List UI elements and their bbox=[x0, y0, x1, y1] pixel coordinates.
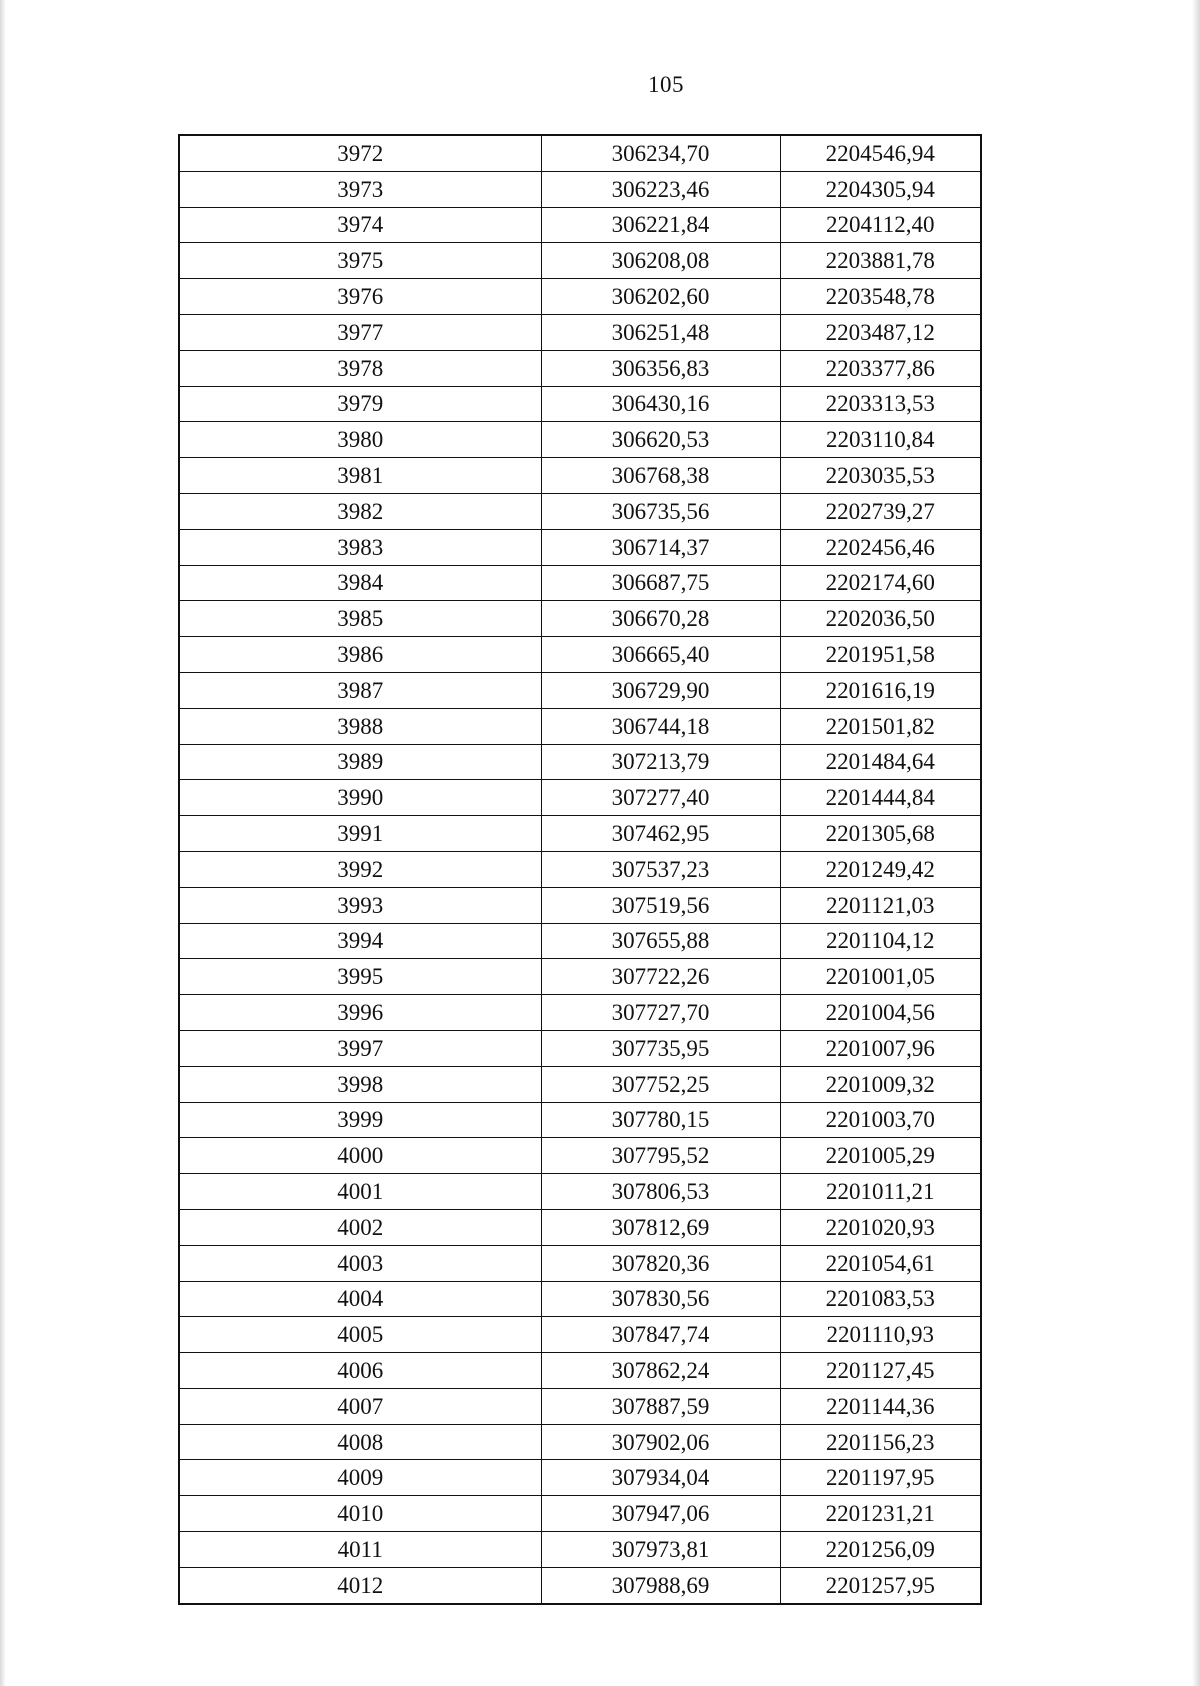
table-row bbox=[179, 1353, 981, 1389]
y-coordinate-cell: 2202456,46 bbox=[780, 529, 981, 565]
point-number-cell: 3992 bbox=[179, 851, 541, 887]
y-coordinate-cell: 2203313,53 bbox=[780, 386, 981, 422]
point-number-cell: 4000 bbox=[179, 1138, 541, 1174]
x-coordinate-cell: 307752,25 bbox=[541, 1066, 780, 1102]
x-coordinate-cell: 307812,69 bbox=[541, 1209, 780, 1245]
y-coordinate-cell: 2202174,60 bbox=[780, 565, 981, 601]
point-number-cell: 3997 bbox=[179, 1030, 541, 1066]
table-row bbox=[179, 708, 981, 744]
x-coordinate-cell: 306208,08 bbox=[541, 243, 780, 279]
table-row bbox=[179, 565, 981, 601]
point-number-cell: 3988 bbox=[179, 708, 541, 744]
x-coordinate-cell: 307722,26 bbox=[541, 959, 780, 995]
table-row bbox=[179, 780, 981, 816]
table-row bbox=[179, 207, 981, 243]
y-coordinate-cell: 2201020,93 bbox=[780, 1209, 981, 1245]
table-row bbox=[179, 279, 981, 315]
point-number-cell: 3995 bbox=[179, 959, 541, 995]
table-row bbox=[179, 816, 981, 852]
table-row bbox=[179, 422, 981, 458]
table-row bbox=[179, 637, 981, 673]
y-coordinate-cell: 2204546,94 bbox=[780, 135, 981, 171]
x-coordinate-cell: 307934,04 bbox=[541, 1460, 780, 1496]
y-coordinate-cell: 2203110,84 bbox=[780, 422, 981, 458]
table-row bbox=[179, 1567, 981, 1603]
point-number-cell: 3981 bbox=[179, 458, 541, 494]
x-coordinate-cell: 306687,75 bbox=[541, 565, 780, 601]
point-number-cell: 4009 bbox=[179, 1460, 541, 1496]
table-row bbox=[179, 1317, 981, 1353]
y-coordinate-cell: 2202739,27 bbox=[780, 493, 981, 529]
x-coordinate-cell: 306202,60 bbox=[541, 279, 780, 315]
table-row bbox=[179, 243, 981, 279]
table-row bbox=[179, 744, 981, 780]
x-coordinate-cell: 307806,53 bbox=[541, 1174, 780, 1210]
table-row bbox=[179, 1138, 981, 1174]
y-coordinate-cell: 2201197,95 bbox=[780, 1460, 981, 1496]
point-number-cell: 3978 bbox=[179, 350, 541, 386]
point-number-cell: 3998 bbox=[179, 1066, 541, 1102]
y-coordinate-cell: 2203035,53 bbox=[780, 458, 981, 494]
y-coordinate-cell: 2201009,32 bbox=[780, 1066, 981, 1102]
y-coordinate-cell: 2201616,19 bbox=[780, 672, 981, 708]
coordinates-table bbox=[178, 134, 982, 1605]
y-coordinate-cell: 2201005,29 bbox=[780, 1138, 981, 1174]
y-coordinate-cell: 2201951,58 bbox=[780, 637, 981, 673]
x-coordinate-cell: 306735,56 bbox=[541, 493, 780, 529]
y-coordinate-cell: 2201144,36 bbox=[780, 1388, 981, 1424]
y-coordinate-cell: 2201007,96 bbox=[780, 1030, 981, 1066]
table-row bbox=[179, 1532, 981, 1568]
table-row bbox=[179, 601, 981, 637]
x-coordinate-cell: 307780,15 bbox=[541, 1102, 780, 1138]
point-number-cell: 4011 bbox=[179, 1532, 541, 1568]
point-number-cell: 4006 bbox=[179, 1353, 541, 1389]
y-coordinate-cell: 2202036,50 bbox=[780, 601, 981, 637]
x-coordinate-cell: 306670,28 bbox=[541, 601, 780, 637]
y-coordinate-cell: 2201003,70 bbox=[780, 1102, 981, 1138]
y-coordinate-cell: 2201011,21 bbox=[780, 1174, 981, 1210]
x-coordinate-cell: 306714,37 bbox=[541, 529, 780, 565]
table-row bbox=[179, 1209, 981, 1245]
y-coordinate-cell: 2201001,05 bbox=[780, 959, 981, 995]
scan-edge-right bbox=[1192, 0, 1200, 1686]
x-coordinate-cell: 307655,88 bbox=[541, 923, 780, 959]
point-number-cell: 3974 bbox=[179, 207, 541, 243]
point-number-cell: 4012 bbox=[179, 1567, 541, 1603]
table-row bbox=[179, 1388, 981, 1424]
x-coordinate-cell: 307862,24 bbox=[541, 1353, 780, 1389]
point-number-cell: 4004 bbox=[179, 1281, 541, 1317]
point-number-cell: 4008 bbox=[179, 1424, 541, 1460]
x-coordinate-cell: 306665,40 bbox=[541, 637, 780, 673]
x-coordinate-cell: 306356,83 bbox=[541, 350, 780, 386]
y-coordinate-cell: 2203881,78 bbox=[780, 243, 981, 279]
point-number-cell: 3982 bbox=[179, 493, 541, 529]
point-number-cell: 3985 bbox=[179, 601, 541, 637]
table-row bbox=[179, 1030, 981, 1066]
y-coordinate-cell: 2203377,86 bbox=[780, 350, 981, 386]
table-row bbox=[179, 135, 981, 171]
table-row bbox=[179, 386, 981, 422]
table-row bbox=[179, 1066, 981, 1102]
x-coordinate-cell: 306430,16 bbox=[541, 386, 780, 422]
table-row bbox=[179, 1174, 981, 1210]
y-coordinate-cell: 2201444,84 bbox=[780, 780, 981, 816]
table-row bbox=[179, 1245, 981, 1281]
x-coordinate-cell: 306620,53 bbox=[541, 422, 780, 458]
point-number-cell: 4005 bbox=[179, 1317, 541, 1353]
x-coordinate-cell: 307820,36 bbox=[541, 1245, 780, 1281]
y-coordinate-cell: 2201110,93 bbox=[780, 1317, 981, 1353]
y-coordinate-cell: 2201127,45 bbox=[780, 1353, 981, 1389]
point-number-cell: 4007 bbox=[179, 1388, 541, 1424]
point-number-cell: 3979 bbox=[179, 386, 541, 422]
x-coordinate-cell: 307795,52 bbox=[541, 1138, 780, 1174]
table-row bbox=[179, 1102, 981, 1138]
coordinates-table-body bbox=[179, 135, 981, 1604]
x-coordinate-cell: 307902,06 bbox=[541, 1424, 780, 1460]
x-coordinate-cell: 306234,70 bbox=[541, 135, 780, 171]
x-coordinate-cell: 307213,79 bbox=[541, 744, 780, 780]
y-coordinate-cell: 2201484,64 bbox=[780, 744, 981, 780]
table-row bbox=[179, 1424, 981, 1460]
page-number: 105 bbox=[648, 72, 684, 97]
y-coordinate-cell: 2203548,78 bbox=[780, 279, 981, 315]
y-coordinate-cell: 2201004,56 bbox=[780, 995, 981, 1031]
x-coordinate-cell: 307830,56 bbox=[541, 1281, 780, 1317]
point-number-cell: 3983 bbox=[179, 529, 541, 565]
table-row bbox=[179, 887, 981, 923]
table-row bbox=[179, 923, 981, 959]
table-row bbox=[179, 458, 981, 494]
x-coordinate-cell: 306221,84 bbox=[541, 207, 780, 243]
table-row bbox=[179, 672, 981, 708]
x-coordinate-cell: 307847,74 bbox=[541, 1317, 780, 1353]
point-number-cell: 3996 bbox=[179, 995, 541, 1031]
table-row bbox=[179, 995, 981, 1031]
y-coordinate-cell: 2203487,12 bbox=[780, 314, 981, 350]
x-coordinate-cell: 307973,81 bbox=[541, 1532, 780, 1568]
table-row bbox=[179, 529, 981, 565]
y-coordinate-cell: 2201121,03 bbox=[780, 887, 981, 923]
x-coordinate-cell: 306223,46 bbox=[541, 171, 780, 207]
x-coordinate-cell: 307735,95 bbox=[541, 1030, 780, 1066]
x-coordinate-cell: 307727,70 bbox=[541, 995, 780, 1031]
point-number-cell: 3975 bbox=[179, 243, 541, 279]
point-number-cell: 3987 bbox=[179, 672, 541, 708]
point-number-cell: 3999 bbox=[179, 1102, 541, 1138]
x-coordinate-cell: 307537,23 bbox=[541, 851, 780, 887]
scan-edge-left bbox=[0, 0, 6, 1686]
table-row bbox=[179, 171, 981, 207]
table-row bbox=[179, 493, 981, 529]
y-coordinate-cell: 2201054,61 bbox=[780, 1245, 981, 1281]
x-coordinate-cell: 307277,40 bbox=[541, 780, 780, 816]
y-coordinate-cell: 2201257,95 bbox=[780, 1567, 981, 1603]
x-coordinate-cell: 307887,59 bbox=[541, 1388, 780, 1424]
x-coordinate-cell: 306744,18 bbox=[541, 708, 780, 744]
point-number-cell: 3993 bbox=[179, 887, 541, 923]
y-coordinate-cell: 2201231,21 bbox=[780, 1496, 981, 1532]
x-coordinate-cell: 306768,38 bbox=[541, 458, 780, 494]
y-coordinate-cell: 2204305,94 bbox=[780, 171, 981, 207]
x-coordinate-cell: 307462,95 bbox=[541, 816, 780, 852]
point-number-cell: 3990 bbox=[179, 780, 541, 816]
x-coordinate-cell: 306729,90 bbox=[541, 672, 780, 708]
table-row bbox=[179, 350, 981, 386]
y-coordinate-cell: 2201256,09 bbox=[780, 1532, 981, 1568]
point-number-cell: 3991 bbox=[179, 816, 541, 852]
point-number-cell: 4001 bbox=[179, 1174, 541, 1210]
x-coordinate-cell: 307947,06 bbox=[541, 1496, 780, 1532]
table-row bbox=[179, 1281, 981, 1317]
point-number-cell: 3980 bbox=[179, 422, 541, 458]
y-coordinate-cell: 2201104,12 bbox=[780, 923, 981, 959]
point-number-cell: 4002 bbox=[179, 1209, 541, 1245]
point-number-cell: 3972 bbox=[179, 135, 541, 171]
y-coordinate-cell: 2204112,40 bbox=[780, 207, 981, 243]
point-number-cell: 4010 bbox=[179, 1496, 541, 1532]
y-coordinate-cell: 2201305,68 bbox=[780, 816, 981, 852]
y-coordinate-cell: 2201156,23 bbox=[780, 1424, 981, 1460]
x-coordinate-cell: 307988,69 bbox=[541, 1567, 780, 1603]
point-number-cell: 3994 bbox=[179, 923, 541, 959]
point-number-cell: 4003 bbox=[179, 1245, 541, 1281]
point-number-cell: 3976 bbox=[179, 279, 541, 315]
table-row bbox=[179, 851, 981, 887]
x-coordinate-cell: 307519,56 bbox=[541, 887, 780, 923]
table-row bbox=[179, 959, 981, 995]
x-coordinate-cell: 306251,48 bbox=[541, 314, 780, 350]
point-number-cell: 3986 bbox=[179, 637, 541, 673]
y-coordinate-cell: 2201249,42 bbox=[780, 851, 981, 887]
point-number-cell: 3973 bbox=[179, 171, 541, 207]
point-number-cell: 3977 bbox=[179, 314, 541, 350]
point-number-cell: 3989 bbox=[179, 744, 541, 780]
y-coordinate-cell: 2201083,53 bbox=[780, 1281, 981, 1317]
table-row bbox=[179, 314, 981, 350]
table-row bbox=[179, 1460, 981, 1496]
table-row bbox=[179, 1496, 981, 1532]
point-number-cell: 3984 bbox=[179, 565, 541, 601]
y-coordinate-cell: 2201501,82 bbox=[780, 708, 981, 744]
